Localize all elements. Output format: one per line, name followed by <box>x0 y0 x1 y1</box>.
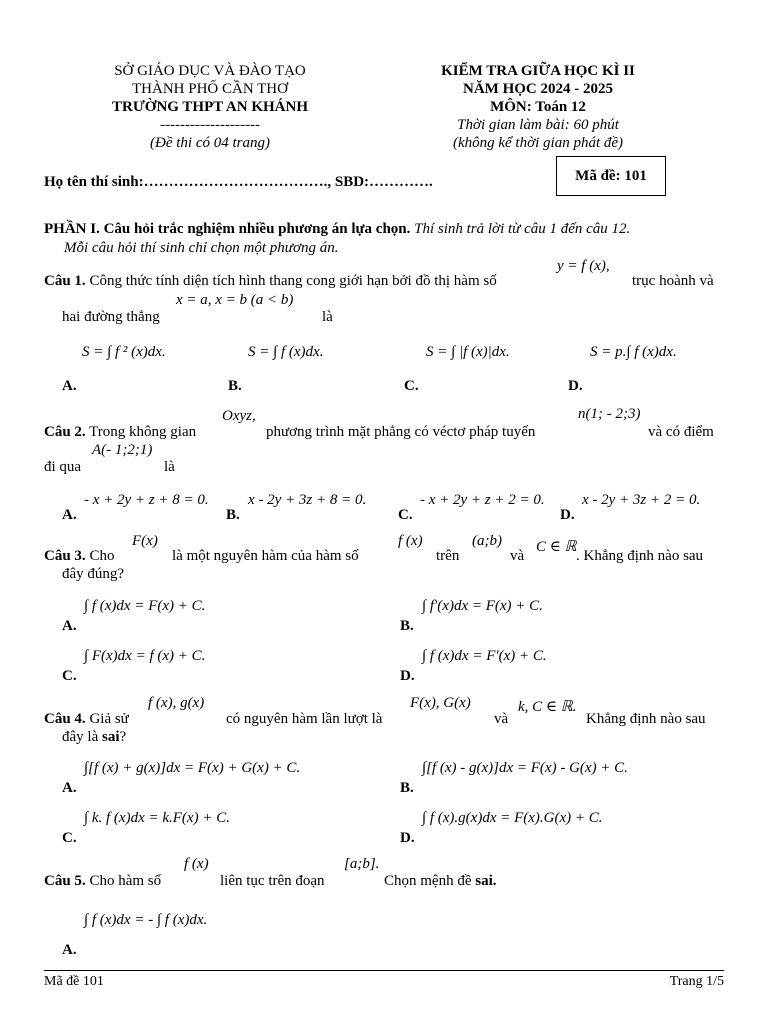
q4-d-label: D. <box>400 830 415 846</box>
q1-option-c[interactable] <box>426 344 510 361</box>
q1-d-label: D. <box>568 378 583 394</box>
q1-a-label: A. <box>62 378 77 394</box>
q2-text-d: đi qua <box>44 459 82 475</box>
q3-interval: (a;b) <box>472 533 502 549</box>
q3-b-expr[interactable]: ∫ f′(x)dx = F(x) + C. <box>422 598 543 614</box>
q1-line1 <box>44 273 497 290</box>
q1-text-c: hai đường thẳng <box>62 309 160 325</box>
q1-b-expr: S = ∫ f (x)dx. <box>248 344 324 360</box>
school-year: NĂM HỌC 2024 - 2025 <box>463 81 613 97</box>
q2-b-expr[interactable]: x - 2y + 3z + 8 = 0. <box>248 492 367 508</box>
q1-c-expr: S = ∫ |f (x)|dx. <box>426 344 510 360</box>
q5-line1 <box>44 873 161 890</box>
q1-d-expr: S = p.∫ f (x)dx. <box>590 344 677 360</box>
part1-title: PHẦN I. Câu hỏi trắc nghiệm nhiều phương án lựa chọn. <box>44 221 411 237</box>
city-name: THÀNH PHỐ CẦN THƠ <box>132 81 288 97</box>
department-name: SỞ GIÁO DỤC VÀ ĐÀO TẠO <box>114 63 306 79</box>
q1-option-a[interactable] <box>82 344 166 361</box>
q5-label: Câu 5. <box>44 873 86 889</box>
q2-d-label: D. <box>560 507 575 523</box>
q5-f: f (x) <box>184 856 209 872</box>
q5-a-label: A. <box>62 942 77 958</box>
exam-code-box: Mã đề: 101 <box>556 156 666 196</box>
q3-label: Câu 3. <box>44 548 86 564</box>
q4-kC: k, C ∈ ℝ. <box>518 699 577 715</box>
q1-a-expr: S = ∫ f ² (x)dx. <box>82 344 166 360</box>
q4-text-a: Giả sử <box>85 711 129 727</box>
q4-d-expr[interactable]: ∫ f (x).g(x)dx = F(x).G(x) + C. <box>422 810 603 826</box>
header-right <box>400 62 676 152</box>
q4-text-e: đây là <box>62 729 102 745</box>
q3-text-a: Cho <box>85 548 115 564</box>
q2-space: Oxyz, <box>222 408 256 424</box>
q4-a-label: A. <box>62 780 77 796</box>
q4-text-f: ? <box>119 729 127 745</box>
q3-text-b: là một nguyên hàm của hàm số <box>172 548 359 564</box>
q1-text-a: Công thức tính diện tích hình thang cong giới hạn bởi đồ thị hàm số <box>85 273 497 289</box>
q3-C: C ∈ ℝ <box>536 539 577 555</box>
q4-line2 <box>62 729 126 746</box>
q5-text-a: Cho hàm số <box>85 873 162 889</box>
header-left <box>60 62 360 152</box>
exam-title: KIỂM TRA GIỮA HỌC KÌ II <box>441 63 635 79</box>
q3-a-label: A. <box>62 618 77 634</box>
q1-option-d[interactable] <box>590 344 677 361</box>
q5-sai: sai. <box>475 873 497 889</box>
time-limit: Thời gian làm bài: 60 phút <box>457 117 619 133</box>
q5-line1-end <box>384 873 497 890</box>
q4-text-d: Khẳng định nào sau <box>586 711 706 727</box>
q4-text-c: và <box>494 711 509 727</box>
q1-label: Câu 1. <box>44 273 86 289</box>
q4-c-label: C. <box>62 830 77 846</box>
q3-line1 <box>44 548 114 565</box>
footer-divider <box>44 970 724 971</box>
q1-b-label: B. <box>228 378 242 394</box>
q2-c-label: C. <box>398 507 413 523</box>
q1-options <box>62 334 702 398</box>
q2-a-label: A. <box>62 507 77 523</box>
q3-c-expr[interactable]: ∫ F(x)dx = f (x) + C. <box>84 648 206 664</box>
q3-b-label: B. <box>400 618 414 634</box>
school-name: TRƯỜNG THPT AN KHÁNH <box>112 99 308 115</box>
q5-a-expr[interactable]: ∫ f (x)dx = - ∫ f (x)dx. <box>84 912 208 928</box>
q2-point: A(- 1;2;1) <box>92 442 153 458</box>
q2-text-c: và có điểm <box>648 424 714 440</box>
q2-text-e: là <box>164 459 175 475</box>
q4-FG: F(x), G(x) <box>410 695 471 711</box>
q3-text-e: . Khẳng định nào sau <box>576 548 704 564</box>
subject: MÔN: Toán 12 <box>490 99 586 115</box>
footer-page-number: Trang 1/5 <box>669 974 724 989</box>
page-count-note: (Đề thi có 04 trang) <box>150 135 270 151</box>
time-note: (không kể thời gian phát đề) <box>452 135 624 151</box>
q1-text-b: trục hoành và <box>632 273 714 289</box>
q2-line1 <box>44 424 196 441</box>
q1-lines: x = a, x = b (a < b) <box>176 292 294 308</box>
footer-exam-code: Mã đề 101 <box>44 974 104 989</box>
q4-b-expr[interactable]: ∫[f (x) - g(x)]dx = F(x) - G(x) + C. <box>422 760 628 776</box>
q2-normal: n(1; - 2;3) <box>578 406 641 422</box>
q4-line1 <box>44 711 129 728</box>
q4-text-b: có nguyên hàm lần lượt là <box>226 711 383 727</box>
q4-fg: f (x), g(x) <box>148 695 205 711</box>
q5-interval: [a;b]. <box>344 856 380 872</box>
q3-text-c: trên <box>436 548 460 564</box>
q1-c-label: C. <box>404 378 419 394</box>
q5-text-c: Chọn mệnh đề <box>384 873 476 889</box>
divider-dashes: -------------------- <box>160 117 260 133</box>
q2-text-b: phương trình mặt phẳng có véctơ pháp tuyến <box>266 424 536 440</box>
q4-sai: sai <box>101 729 120 745</box>
part1-heading <box>44 220 724 258</box>
q3-d-expr[interactable]: ∫ f (x)dx = F′(x) + C. <box>422 648 547 664</box>
part1-instruction-2: Mỗi câu hỏi thí sinh chỉ chọn một phương án. <box>64 240 339 256</box>
q1-option-b[interactable] <box>248 344 323 361</box>
q5-text-b: liên tục trên đoạn <box>220 873 325 889</box>
q3-text-d: và <box>510 548 525 564</box>
q1-text-d: là <box>322 309 333 325</box>
q3-c-label: C. <box>62 668 77 684</box>
q4-c-expr[interactable]: ∫ k. f (x)dx = k.F(x) + C. <box>84 810 230 826</box>
q4-b-label: B. <box>400 780 414 796</box>
q2-label: Câu 2. <box>44 424 86 440</box>
q1-func: y = f (x), <box>557 258 610 274</box>
q3-text-f: đây đúng? <box>62 566 125 582</box>
q3-f: f (x) <box>398 533 423 549</box>
part1-instruction: Thí sinh trả lời từ câu 1 đến câu 12. <box>410 221 631 237</box>
q3-a-expr[interactable]: ∫ f (x)dx = F(x) + C. <box>84 598 206 614</box>
q4-label: Câu 4. <box>44 711 86 727</box>
q2-c-expr[interactable]: - x + 2y + z + 2 = 0. <box>420 492 545 508</box>
q2-text-a: Trong không gian <box>85 424 197 440</box>
student-info-line: Họ tên thí sinh:………………………………., SBD:…………. <box>44 174 433 190</box>
q2-b-label: B. <box>226 507 240 523</box>
q2-d-expr[interactable]: x - 2y + 3z + 2 = 0. <box>582 492 701 508</box>
q2-a-expr[interactable]: - x + 2y + z + 8 = 0. <box>84 492 209 508</box>
q3-d-label: D. <box>400 668 415 684</box>
q3-F: F(x) <box>132 533 158 549</box>
q4-a-expr[interactable]: ∫[f (x) + g(x)]dx = F(x) + G(x) + C. <box>84 760 301 776</box>
